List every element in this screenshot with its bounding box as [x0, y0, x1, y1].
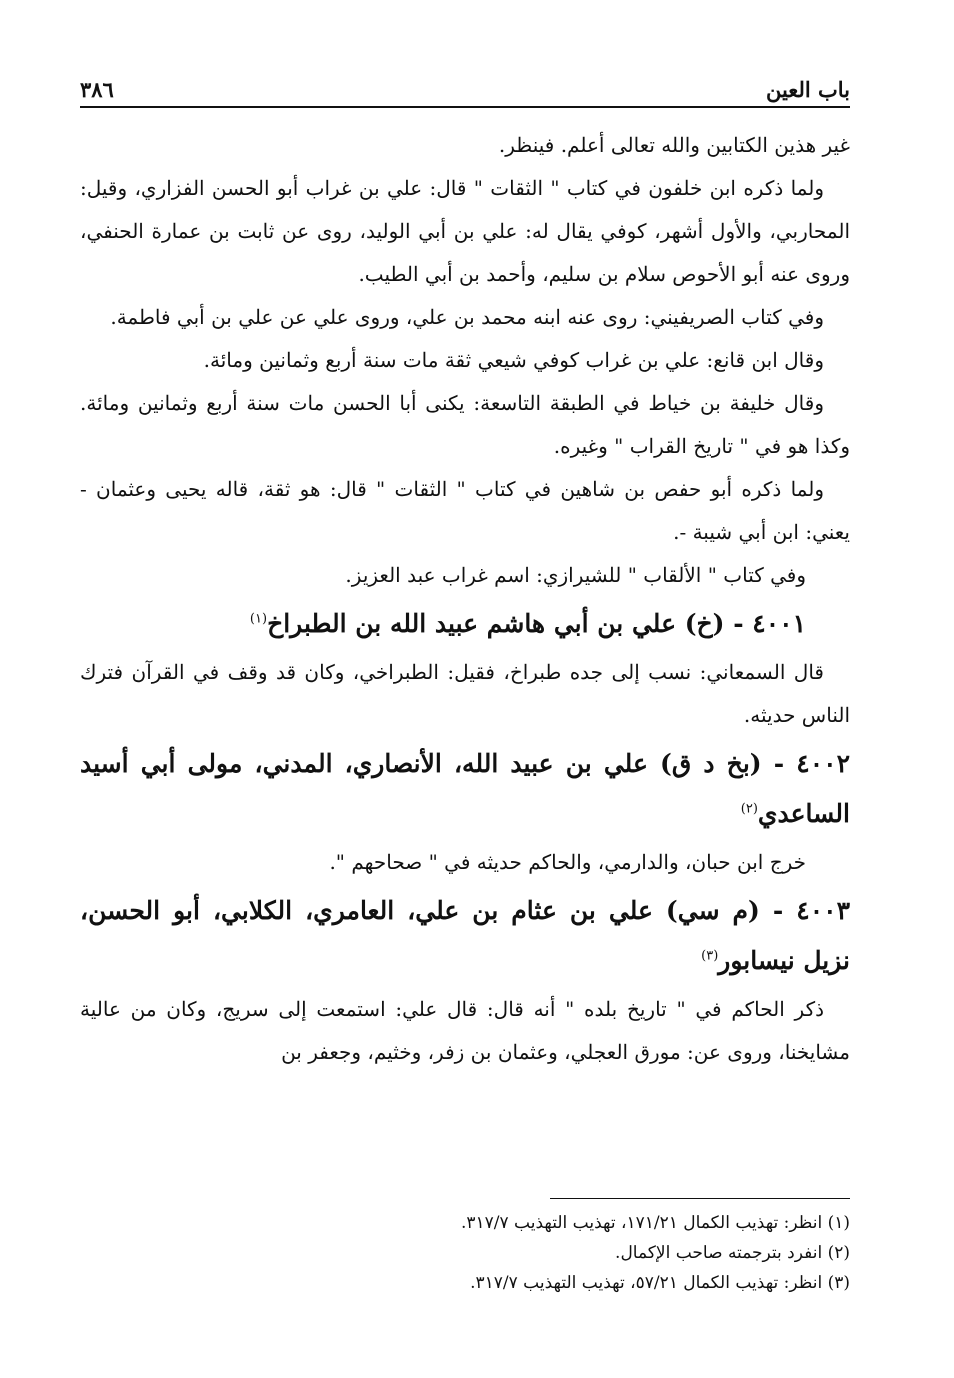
footnotes: [80, 1208, 850, 1298]
chapter-title: باب العين: [765, 77, 850, 102]
paragraph: وقال خليفة بن خياط في الطبقة التاسعة: يكنى أبا الحسن مات سنة أربع وثمانين ومائة. وكذا هو في " تاريخ القراب " وغيره.: [80, 391, 850, 458]
paragraph: ولما ذكره أبو حفص بن شاهين في كتاب " الثقات " قال: هو ثقة، قاله يحيى وعثمان - يعني: ابن أبي شيبة -.: [80, 477, 850, 544]
book-page: [80, 58, 850, 1328]
entry-text: ذكر الحاكم في " تاريخ بلده " أنه قال: قال علي: استمعت إلى سريج، وكان من عالية مشايخنا، وروى عن: مورق العجلي، وعثمان بن زفر، وخثيم، وجعفر بن: [80, 997, 850, 1064]
paragraph: ولما ذكره ابن خلفون في كتاب " الثقات " قال: علي بن غراب أبو الحسن الفزاري، وقيل: المحاربي، والأول أشهر، كوفي يقال له: علي بن أبي الوليد، روى عن ثابت بن عمارة الحنفي، وروى عنه أبو الأحوص سلام بن سليم، وأحمد بن أبي الطيب.: [80, 176, 850, 286]
entry-text: قال السمعاني: نسب إلى جده طبراخ، فقيل: الطبراخي، وكان قد وقف في القرآن فترك الناس حديثه.: [80, 660, 850, 727]
paragraph: غير هذين الكتابين والله تعالى أعلم. فينظر.: [498, 133, 850, 157]
footnote-divider: [550, 1198, 850, 1199]
footnote-marker: (٢): [740, 801, 758, 817]
paragraph: وقال ابن قانع: علي بن غراب كوفي شيعي ثقة مات سنة أربع وثمانين ومائة.: [203, 348, 824, 372]
entry-heading: [80, 599, 850, 649]
entry-heading-text: ٤٠٠١ - (خ) علي بن أبي هاشم عبيد الله بن الطبراخ: [267, 609, 806, 638]
entry-heading-text: ٤٠٠٢ - (بخ د ق) علي بن عبيد الله، الأنصاري، المدني، مولى أبي أسيد الساعدي: [80, 749, 850, 828]
page-body: [80, 124, 850, 1074]
page-number: ٣٨٦: [80, 77, 114, 102]
entry-heading-text: ٤٠٠٣ - (م سي) علي بن عثام بن علي، العامري، الكلابي، أبو الحسن، نزيل نيسابور: [80, 896, 850, 975]
footnote: (٣) انظر: تهذيب الكمال ٥٧/٢١، تهذيب التهذيب ٣١٧/٧.: [470, 1273, 850, 1293]
footnote-marker: (٣): [701, 948, 719, 964]
page-header: [80, 58, 850, 108]
entry-heading: [80, 886, 850, 986]
entry-heading: [80, 739, 850, 839]
footnote: (١) انظر: تهذيب الكمال ١٧١/٢١، تهذيب التهذيب ٣١٧/٧.: [460, 1213, 850, 1233]
footnote-marker: (١): [249, 611, 268, 627]
paragraph: وفي كتاب الصريفيني: روى عنه ابنه محمد بن علي، وروى علي عن علي بن أبي فاطمة.: [110, 305, 824, 329]
entry-text: خرج ابن حبان، والدارمي، والحاكم حديثه في " صحاحهم ".: [329, 850, 806, 874]
footnote: (٢) انفرد بترجمته صاحب الإكمال.: [615, 1243, 850, 1263]
paragraph: وفي كتاب " الألقاب " للشيرازي: اسم غراب عبد العزيز.: [345, 563, 806, 587]
